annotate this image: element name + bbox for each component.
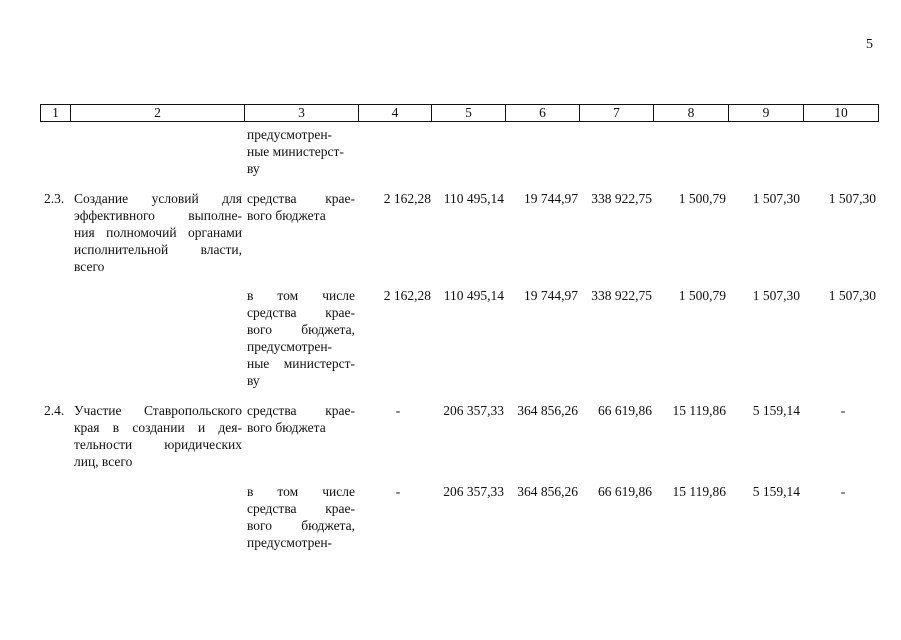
- source-line: вого бюджета,: [247, 518, 355, 533]
- source-line: ву: [247, 161, 260, 176]
- value-cell: 5 159,14: [752, 403, 800, 418]
- row-number: 2.4.: [44, 403, 65, 418]
- source-line: средства крае-: [247, 501, 355, 516]
- header-col-7: 7: [580, 105, 654, 122]
- value-cell: -: [395, 403, 401, 418]
- row-name-line: Участие Ставропольского: [74, 403, 242, 418]
- header-col-8: 8: [654, 105, 729, 122]
- value-cell: 338 922,75: [591, 288, 652, 303]
- row-name-line: лиц, всего: [74, 454, 133, 469]
- value-cell: 15 119,86: [672, 403, 726, 418]
- source-line: предусмотрен-: [247, 535, 333, 550]
- value-cell: 1 507,30: [752, 288, 800, 303]
- header-col-3: 3: [245, 105, 359, 122]
- value-cell: 66 619,86: [598, 403, 652, 418]
- row-name-line: ния полномочий органами: [74, 225, 242, 240]
- source-line: средства крае-: [247, 191, 355, 206]
- value-cell: 66 619,86: [598, 484, 652, 499]
- source-line: вого бюджета: [247, 420, 326, 435]
- header-col-5: 5: [432, 105, 506, 122]
- source-line: ные министерст-: [247, 356, 355, 371]
- value-cell: 110 495,14: [443, 191, 504, 206]
- source-line: средства крае-: [247, 305, 355, 320]
- source-line: в том числе: [247, 288, 355, 303]
- value-cell: 1 500,79: [678, 288, 726, 303]
- row-name-line: всего: [74, 259, 105, 274]
- value-cell: 364 856,26: [517, 403, 578, 418]
- header-col-2: 2: [71, 105, 245, 122]
- value-cell: 19 744,97: [524, 191, 578, 206]
- value-cell: 1 500,79: [678, 191, 726, 206]
- row-name-line: эффективного выполне-: [74, 208, 242, 223]
- row-name-line: Создание условий для: [74, 191, 242, 206]
- source-line: вого бюджета,: [247, 322, 355, 337]
- source-line: вого бюджета: [247, 208, 326, 223]
- header-col-10: 10: [804, 105, 879, 122]
- source-line: предусмотрен-: [247, 339, 333, 354]
- header-col-4: 4: [359, 105, 432, 122]
- row-name-line: края в создании и дея-: [74, 420, 242, 435]
- value-cell: 110 495,14: [443, 288, 504, 303]
- header-col-1: 1: [41, 105, 71, 122]
- value-cell: 206 357,33: [443, 484, 504, 499]
- value-cell: 2 162,28: [383, 288, 431, 303]
- header-col-9: 9: [729, 105, 804, 122]
- source-line: ву: [247, 373, 260, 388]
- value-cell: 364 856,26: [517, 484, 578, 499]
- value-cell: 1 507,30: [828, 288, 876, 303]
- value-cell: 206 357,33: [443, 403, 504, 418]
- value-cell: 1 507,30: [828, 191, 876, 206]
- value-cell: 19 744,97: [524, 288, 578, 303]
- row-name-line: исполнительной власти,: [74, 242, 242, 257]
- source-line: в том числе: [247, 484, 355, 499]
- value-cell: 5 159,14: [752, 484, 800, 499]
- value-cell: -: [840, 403, 846, 418]
- value-cell: -: [395, 484, 401, 499]
- source-line: ные министерст-: [247, 144, 344, 159]
- value-cell: 1 507,30: [752, 191, 800, 206]
- row-name-line: тельности юридических: [74, 437, 242, 452]
- value-cell: 2 162,28: [383, 191, 431, 206]
- header-col-6: 6: [506, 105, 580, 122]
- row-number: 2.3.: [44, 191, 65, 206]
- value-cell: 338 922,75: [591, 191, 652, 206]
- value-cell: -: [840, 484, 846, 499]
- page-number: 5: [866, 37, 873, 52]
- source-line: средства крае-: [247, 403, 355, 418]
- source-line: предусмотрен-: [247, 127, 333, 142]
- table-header-row: [40, 104, 879, 122]
- value-cell: 15 119,86: [672, 484, 726, 499]
